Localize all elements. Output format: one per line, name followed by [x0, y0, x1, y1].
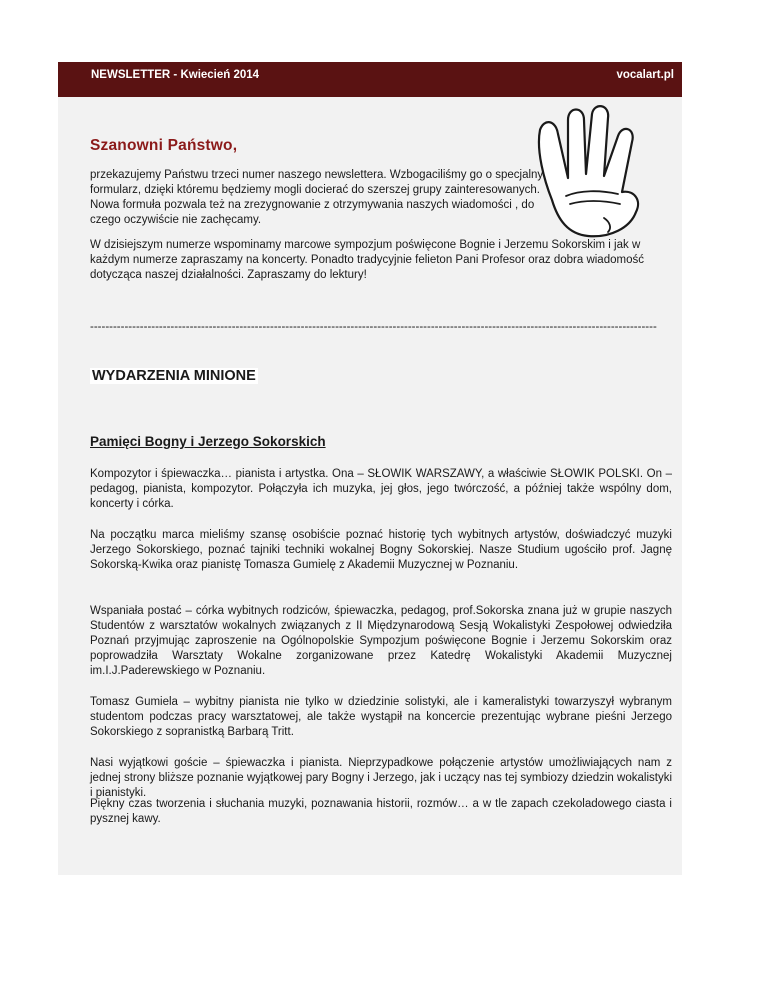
- intro-paragraph-2: W dzisiejszym numerze wspominamy marcowe sympozjum poświęcone Bognie i Jerzemu Sokorskim i jak w każdym numerze zapraszamy na koncerty. Ponadto tradycyjnie felieton Pani Profesor oraz dobra wiadomość dotycząca naszej działalności. Zapraszamy do lektury!: [90, 239, 644, 281]
- newsletter-header: [58, 62, 682, 97]
- article-paragraph-3: Wspaniała postać – córka wybitnych rodziców, śpiewaczka, pedagog, prof.Sokorska znana już w grupie naszych Studentów z warsztatów wokalnych związanych z II Międzynarodową Sesją Wokalistyki Zespołowej odwiedziła Poznań przyjmując zaproszenie na Ogólnopolskie Sympozjum poświęcone Bognie i Jerzemu Sokorskim oraz poprowadziła Warsztaty Wokalne zorganizowane przez Katedrę Wokalistyki Akademii Muzycznej im.I.J.Paderewskiego w Poznaniu.: [90, 605, 672, 677]
- greeting-heading: Szanowni Państwo,: [90, 137, 238, 154]
- article-paragraph-1: Kompozytor i śpiewaczka… pianista i artystka. Ona – SŁOWIK WARSZAWY, a właściwie SŁOWIK POLSKI. On – pedagog, pianista, kompozytor. Połączyła ich muzyka, jej głos, jego twórczość, a później także wspólny dom, koncerty i córka.: [90, 468, 672, 510]
- article-paragraph-5: Nasi wyjątkowi goście – śpiewaczka i pianista. Nieprzypadkowe połączenie artystów umożliwiających nam z jednej strony bliższe poznanie wyjątkowej pary Bogny i Jerzego, jak i uczący nas tej symbiozy dziedzin wokalistyki i pianistyki.: [90, 757, 672, 799]
- site-link[interactable]: vocalart.pl: [616, 69, 674, 81]
- article-paragraph-2: Na początku marca mieliśmy szansę osobiście poznać historię tych wybitnych artystów, doświadczyć muzyki Jerzego Sokorskiego, poznać tajniki techniki wokalnej Bogny Sokorskiej. Nasze Studium ugościło prof. Jagnę Sokorską-Kwika oraz pianistę Tomasza Gumielę z Akademii Muzycznej w Poznaniu.: [90, 529, 672, 571]
- article-title: Pamięci Bogny i Jerzego Sokorskich: [90, 434, 326, 449]
- dashed-divider: ----------------------------------------------------------------------------------------------------------------------------------------------------: [90, 321, 657, 333]
- intro-paragraph-1: przekazujemy Państwu trzeci numer naszego newslettera. Wzbogaciliśmy go o specjalny formularz, dzięki któremu będziemy mogli docierać do szerszej grupy zainteresowanych. Nowa formuła pozwala też na zrezygnowanie z otrzymywania naszych wiadomości , do czego oczywiście nie zachęcamy.: [90, 169, 544, 226]
- section-heading-past-events: WYDARZENIA MINIONE: [92, 368, 256, 384]
- article-paragraph-4: Tomasz Gumiela – wybitny pianista nie tylko w dziedzinie solistyki, ale i kameralistyki towarzyszył wybranym studentom podczas pracy warsztatowej, ale także wystąpił na koncercie prezentując wybrane pieśni Jerzego Sokorskiego z sopranistką Barbarą Tritt.: [90, 696, 672, 738]
- article-paragraph-6: Piękny czas tworzenia i słuchania muzyki, poznawania historii, rozmów… a w tle zapach czekoladowego ciasta i pysznej kawy.: [90, 798, 672, 825]
- newsletter-title: NEWSLETTER - Kwiecień 2014: [91, 69, 260, 81]
